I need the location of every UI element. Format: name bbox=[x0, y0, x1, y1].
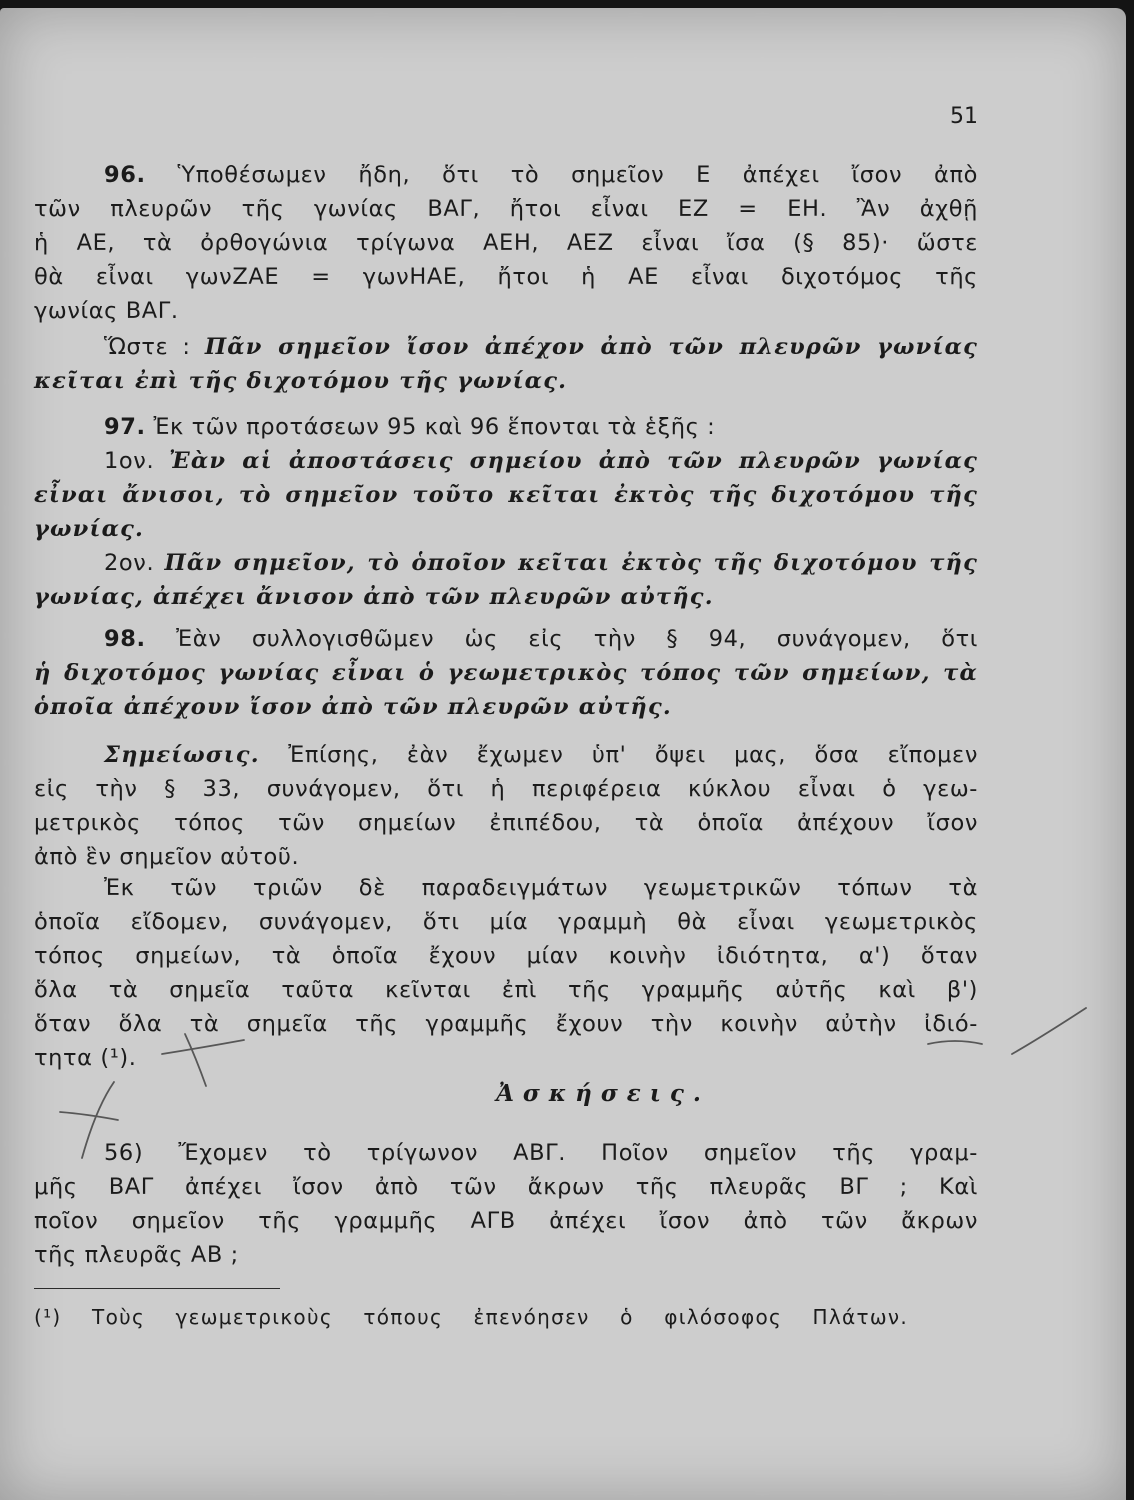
footnote bbox=[34, 1302, 908, 1332]
text-line: Ἐκ τῶν προτάσεων 95 καὶ 96 ἕπονται τὰ ἑξῆς : bbox=[153, 414, 716, 440]
cross-mark-icon bbox=[60, 1112, 118, 1120]
text-line: τητα (¹). bbox=[34, 1045, 137, 1071]
text-line: ἡ ΑΕ, τὰ ὀρθογώνια τρίγωνα ΑΕΗ, ΑΕΖ εἶναι ἴσα (§ 85)· ὥστε bbox=[34, 230, 978, 256]
conclusion-lead: Ὥστε : bbox=[104, 334, 191, 360]
remark-label: Σημείωσις. bbox=[104, 742, 260, 768]
theorem-statement: γωνίας, ἀπέχει ἄνισον ἀπὸ τῶν πλευρῶν αὐτῆς. bbox=[34, 584, 714, 610]
item-label: 2ον. bbox=[104, 550, 155, 576]
check-mark-icon bbox=[1012, 1008, 1086, 1054]
text-line: ὅταν ὅλα τὰ σημεῖα τῆς γραμμῆς ἔχουν τὴν κοινὴν αὐτὴν ἰδιό- bbox=[34, 1011, 978, 1037]
text-line: ὁποῖα εἴδομεν, συνάγομεν, ὅτι μία γραμμὴ θὰ εἶναι γεωμετρικὸς bbox=[34, 909, 978, 935]
text-line: 56) Ἔχομεν τὸ τρίγωνον ΑΒΓ. Ποῖον σημεῖον τῆς γραμ- bbox=[104, 1140, 978, 1166]
text-line: τῶν πλευρῶν τῆς γωνίας ΒΑΓ, ἤτοι εἶναι ΕΖ = ΕΗ. Ἂν ἀχθῇ bbox=[34, 196, 978, 222]
text-line: Ἐκ τῶν τριῶν δὲ παραδειγμάτων γεωμετρικῶν τόπων τὰ bbox=[104, 875, 978, 901]
text-line: τῆς πλευρᾶς ΑΒ ; bbox=[34, 1242, 239, 1268]
page-number: 51 bbox=[950, 104, 978, 129]
book-page bbox=[0, 8, 1126, 1500]
text-line: γωνίας ΒΑΓ. bbox=[34, 298, 179, 324]
theorem-statement: ἡ διχοτόμος γωνίας εἶναι ὁ γεωμετρικὸς τόπος τῶν σημείων, τὰ bbox=[34, 660, 978, 686]
text-line: εἰς τὴν § 33, συνάγομεν, ὅτι ἡ περιφέρεια κύκλου εἶναι ὁ γεω- bbox=[34, 776, 978, 802]
text-line: ἀπὸ ἓν σημεῖον αὐτοῦ. bbox=[34, 844, 300, 870]
theorem-statement: εἶναι ἄνισοι, τὸ σημεῖον τοῦτο κεῖται ἐκτὸς τῆς διχοτόμου τῆς bbox=[34, 482, 978, 508]
text-line: Ἐὰν συλλογισθῶμεν ὡς εἰς τὴν § 94, συνάγομεν, ὅτι bbox=[176, 626, 978, 652]
text-line: ποῖον σημεῖον τῆς γραμμῆς ΑΓΒ ἀπέχει ἴσον ἀπὸ τῶν ἄκρων bbox=[34, 1208, 978, 1234]
text-line: Ὑποθέσωμεν ἤδη, ὅτι τὸ σημεῖον Ε ἀπέχει ἴσον ἀπὸ bbox=[177, 162, 978, 188]
theorem-statement: κεῖται ἐπὶ τῆς διχοτόμου τῆς γωνίας. bbox=[34, 368, 568, 394]
footnote-text: Τοὺς γεωμετρικοὺς τόπους ἐπενόησεν ὁ φιλόσοφος Πλάτων. bbox=[92, 1305, 908, 1329]
footnote-rule bbox=[34, 1288, 280, 1289]
paragraph-number: 97. bbox=[104, 414, 146, 440]
item-label: 1ον. bbox=[104, 448, 155, 474]
text-line: μῆς ΒΑΓ ἀπέχει ἴσον ἀπὸ τῶν ἄκρων τῆς πλευρᾶς ΒΓ ; Καὶ bbox=[34, 1174, 978, 1200]
text-line: θὰ εἶναι γωνΖΑΕ = γωνΗΑΕ, ἤτοι ἡ ΑΕ εἶναι διχοτόμος τῆς bbox=[34, 264, 978, 290]
text-line: Ἐπίσης, ἐὰν ἔχωμεν ὑπ' ὄψει μας, ὅσα εἴπομεν bbox=[288, 742, 978, 768]
text-line: τόπος σημείων, τὰ ὁποῖα ἔχουν μίαν κοινὴν ἰδιότητα, α') ὅταν bbox=[34, 943, 978, 969]
theorem-statement: Πᾶν σημεῖον ἴσον ἀπέχον ἀπὸ τῶν πλευρῶν γωνίας bbox=[204, 334, 978, 360]
theorem-statement: γωνίας. bbox=[34, 516, 145, 542]
theorem-statement: ὁποῖα ἀπέχουν ἴσον ἀπὸ τῶν πλευρῶν αὐτῆς. bbox=[34, 694, 672, 720]
theorem-statement: Ἐὰν αἱ ἀποστάσεις σημείου ἀπὸ τῶν πλευρῶν γωνίας bbox=[169, 448, 978, 474]
text-line: ὅλα τὰ σημεῖα ταῦτα κεῖνται ἐπὶ τῆς γραμμῆς αὐτῆς καὶ β') bbox=[34, 977, 978, 1003]
paragraph-number: 98. bbox=[104, 626, 146, 652]
exercises-heading: Ἀσκήσεις. bbox=[496, 1080, 710, 1107]
footnote-marker: (¹) bbox=[34, 1305, 62, 1329]
text-line: μετρικὸς τόπος τῶν σημείων ἐπιπέδου, τὰ ὁποῖα ἀπέχουν ἴσον bbox=[34, 810, 978, 836]
paragraph-number: 96. bbox=[104, 162, 146, 188]
theorem-statement: Πᾶν σημεῖον, τὸ ὁποῖον κεῖται ἐκτὸς τῆς διχοτόμου τῆς bbox=[164, 550, 978, 576]
